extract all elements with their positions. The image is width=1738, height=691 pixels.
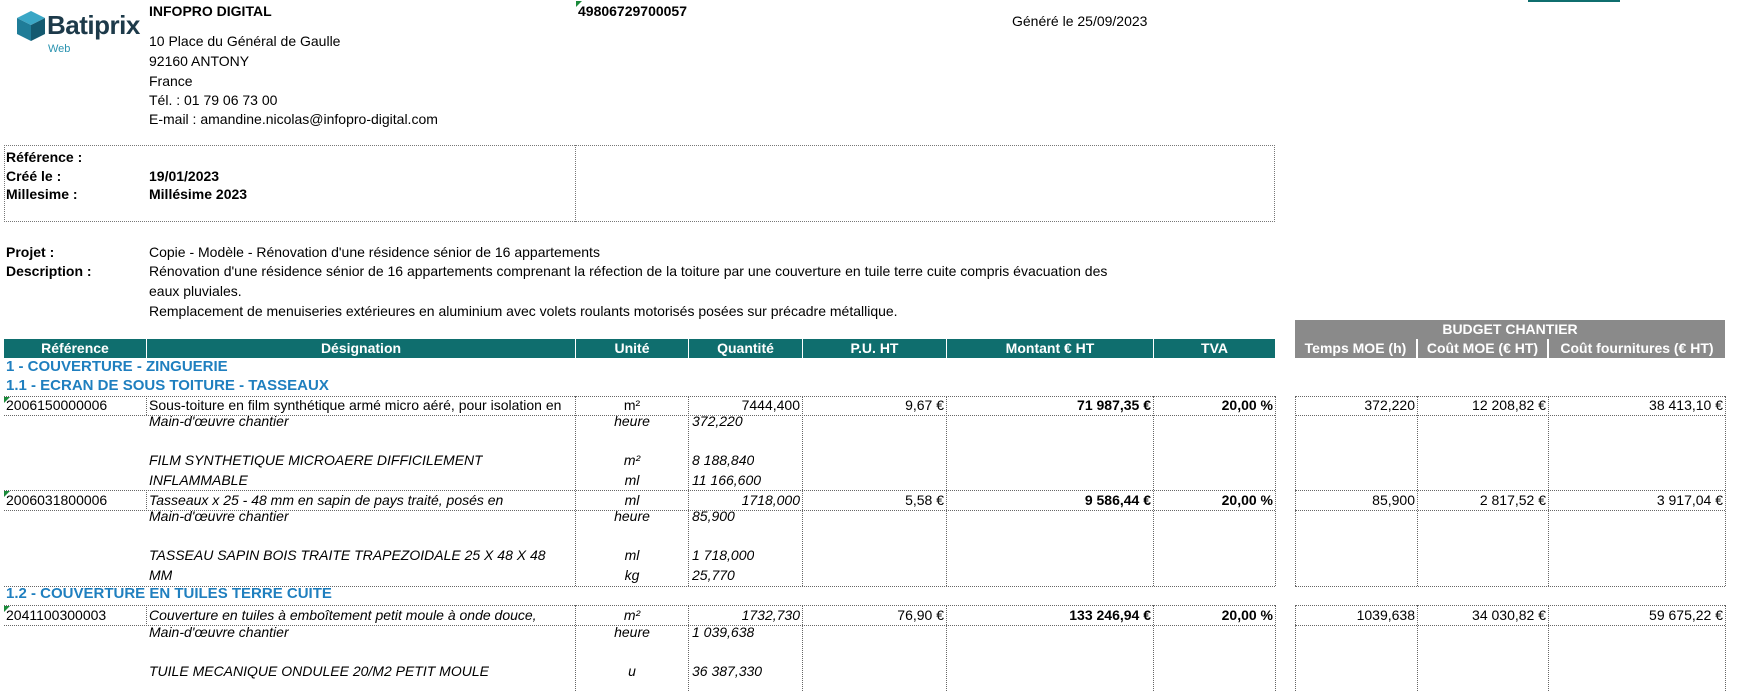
budget-title: BUDGET CHANTIER — [1295, 320, 1725, 339]
item-montant[interactable]: 133 246,94 € — [1069, 607, 1151, 623]
item-unite[interactable]: m² — [623, 607, 641, 623]
col-tva: TVA — [1154, 339, 1275, 358]
sub-quantite[interactable]: 1 039,638 — [692, 624, 755, 640]
budget-col-cout-fourn: Coût fournitures (€ HT) — [1549, 339, 1725, 358]
sub-unite[interactable]: heure — [614, 508, 650, 524]
millesime-label: Millesime : — [6, 186, 78, 202]
description-label: Description : — [6, 263, 92, 279]
grid-line — [146, 490, 147, 509]
sub-quantite[interactable]: 8 188,840 — [692, 452, 755, 468]
item-cout-fournitures[interactable]: 3 917,04 € — [1656, 492, 1723, 508]
grid-line — [1295, 510, 1725, 511]
item-tva[interactable]: 20,00 % — [1221, 397, 1273, 413]
grid-line — [1295, 396, 1296, 586]
grid-line — [146, 396, 147, 415]
sub-quantite[interactable]: 36 387,330 — [692, 663, 763, 679]
item-reference[interactable]: 2041100300003 — [6, 607, 107, 623]
sub-unite[interactable]: heure — [614, 624, 650, 640]
item-cout-moe[interactable]: 2 817,52 € — [1479, 492, 1546, 508]
grid-line — [802, 396, 803, 586]
grid-line — [1275, 396, 1276, 586]
grid-line — [1295, 605, 1725, 606]
sub-quantite[interactable]: 25,770 — [692, 567, 735, 583]
company-name: INFOPRO DIGITAL — [149, 3, 272, 19]
item-cout-fournitures[interactable]: 38 413,10 € — [1649, 397, 1723, 413]
sub-designation[interactable]: MM — [149, 567, 173, 583]
item-tva[interactable]: 20,00 % — [1221, 492, 1273, 508]
grid-line — [4, 605, 1275, 606]
col-pu: P.U. HT — [803, 339, 946, 358]
budget-col-temps: Temps MOE (h) — [1295, 339, 1416, 358]
item-quantite[interactable]: 7444,400 — [741, 397, 800, 413]
item-cout-fournitures[interactable]: 59 675,22 € — [1649, 607, 1723, 623]
sub-quantite[interactable]: 1 718,000 — [692, 547, 755, 563]
description-line-2: eaux pluviales. — [149, 283, 242, 299]
item-quantite[interactable]: 1718,000 — [741, 492, 800, 508]
millesime-value: Millésime 2023 — [149, 186, 248, 202]
sub-unite[interactable]: heure — [614, 413, 650, 429]
generated-date: Généré le 25/09/2023 — [1012, 13, 1148, 29]
reference-label: Référence : — [6, 149, 83, 165]
item-pu[interactable]: 5,58 € — [905, 492, 944, 508]
sub-quantite[interactable]: 372,220 — [692, 413, 743, 429]
company-address-2: 92160 ANTONY — [149, 53, 250, 69]
grid-line — [146, 605, 147, 624]
sub-designation[interactable]: Main-d'œuvre chantier — [149, 508, 289, 524]
item-tva[interactable]: 20,00 % — [1221, 607, 1273, 623]
sub-designation[interactable]: Main-d'œuvre chantier — [149, 624, 289, 640]
section-1-2: 1.2 - COUVERTURE EN TUILES TERRE CUITE — [6, 585, 332, 602]
grid-line — [1295, 625, 1725, 626]
logo-text: Batiprix — [47, 10, 140, 40]
col-unite: Unité — [576, 339, 688, 358]
description-line-1: Rénovation d'une résidence sénior de 16 appartements comprenant la réfection de la toiture par une couverture en tuile terre cuite compris évacuation des — [149, 263, 1108, 279]
item-designation[interactable]: Sous-toiture en film synthétique armé micro aéré, pour isolation en — [149, 397, 562, 413]
item-pu[interactable]: 9,67 € — [905, 397, 944, 413]
sub-unite[interactable]: ml — [624, 472, 640, 488]
col-designation: Désignation — [147, 339, 575, 358]
project-value: Copie - Modèle - Rénovation d'une résidence sénior de 16 appartements — [149, 244, 600, 260]
grid-line — [1295, 490, 1725, 491]
col-reference: Référence — [4, 339, 146, 358]
sub-quantite[interactable]: 11 166,600 — [692, 472, 762, 488]
grid-line — [1725, 396, 1726, 586]
item-temps-moe[interactable]: 372,220 — [1364, 397, 1415, 413]
cube-logo-icon — [16, 10, 46, 42]
item-designation[interactable]: Couverture en tuiles à emboîtement petit moule à onde douce, — [149, 607, 537, 623]
grid-line — [1295, 586, 1725, 587]
grid-line — [1153, 396, 1154, 586]
sub-designation[interactable]: TUILE MECANIQUE ONDULEE 20/M2 PETIT MOULE — [149, 663, 489, 679]
item-cout-moe[interactable]: 12 208,82 € — [1472, 397, 1546, 413]
sub-designation[interactable]: Main-d'œuvre chantier — [149, 413, 289, 429]
description-line-3: Remplacement de menuiseries extérieures en aluminium avec volets roulants motorisés posées sur précadre métallique. — [149, 303, 898, 319]
budget-col-cout-moe: Coût MOE (€ HT) — [1418, 339, 1547, 358]
item-montant[interactable]: 71 987,35 € — [1077, 397, 1151, 413]
created-label: Créé le : — [6, 168, 62, 184]
grid-line — [1548, 396, 1549, 586]
company-phone: Tél. : 01 79 06 73 00 — [149, 92, 278, 108]
grid-line — [1295, 415, 1725, 416]
company-email: E-mail : amandine.nicolas@infopro-digital.com — [149, 111, 438, 127]
sub-designation[interactable]: FILM SYNTHETIQUE MICROAERE DIFFICILEMENT — [149, 452, 483, 468]
sub-unite[interactable]: m² — [623, 452, 641, 468]
sub-quantite[interactable]: 85,900 — [692, 508, 735, 524]
item-quantite[interactable]: 1732,730 — [741, 607, 800, 623]
col-quantite: Quantité — [689, 339, 802, 358]
grid-line — [4, 586, 1275, 587]
sub-designation[interactable]: INFLAMMABLE — [149, 472, 248, 488]
sub-unite[interactable]: kg — [624, 567, 640, 583]
selection-border — [1528, 0, 1620, 2]
item-temps-moe[interactable]: 85,900 — [1372, 492, 1415, 508]
item-montant[interactable]: 9 586,44 € — [1084, 492, 1151, 508]
grid-line — [1417, 396, 1418, 586]
col-montant: Montant € HT — [947, 339, 1153, 358]
sub-unite[interactable]: u — [628, 663, 636, 679]
sub-unite[interactable]: ml — [624, 547, 640, 563]
grid-line — [4, 490, 1275, 491]
project-label: Projet : — [6, 244, 55, 260]
item-temps-moe[interactable]: 1039,638 — [1356, 607, 1415, 623]
item-cout-moe[interactable]: 34 030,82 € — [1472, 607, 1546, 623]
grid-line — [946, 396, 947, 586]
item-reference[interactable]: 2006031800006 — [6, 492, 108, 508]
section-1: 1 - COUVERTURE - ZINGUERIE — [6, 358, 228, 375]
item-unite[interactable]: ml — [624, 492, 640, 508]
meta-divider — [575, 145, 576, 222]
logo-subtext: Web — [48, 43, 71, 55]
created-value: 19/01/2023 — [149, 168, 220, 184]
item-unite[interactable]: m² — [623, 397, 641, 413]
document-number: 49806729700057 — [578, 3, 688, 19]
company-address-1: 10 Place du Général de Gaulle — [149, 33, 341, 49]
batiprix-logo — [14, 8, 144, 58]
section-1-1: 1.1 - ECRAN DE SOUS TOITURE - TASSEAUX — [6, 377, 329, 394]
sub-designation[interactable]: TASSEAU SAPIN BOIS TRAITE TRAPEZOIDALE 25 X 48 X 48 — [149, 547, 546, 563]
grid-line — [688, 396, 689, 586]
item-pu[interactable]: 76,90 € — [897, 607, 944, 623]
item-designation[interactable]: Tasseaux x 25 - 48 mm en sapin de pays traité, posés en — [149, 492, 504, 508]
grid-line — [1275, 605, 1276, 691]
item-reference[interactable]: 2006150000006 — [6, 397, 108, 413]
company-country: France — [149, 73, 193, 89]
grid-line — [1725, 605, 1726, 691]
